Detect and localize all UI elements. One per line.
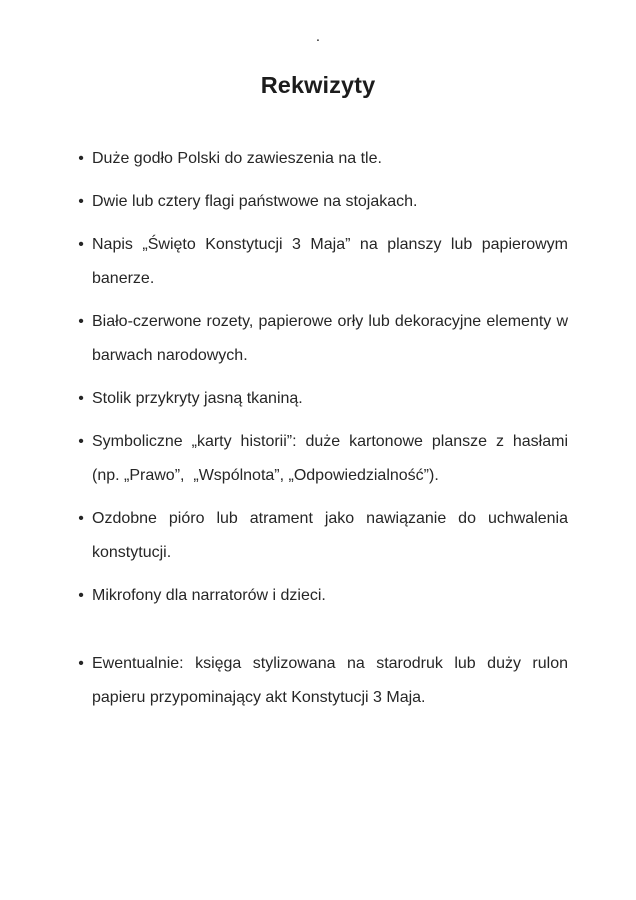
list-item-label: Ewentualnie: księga stylizowana na starodruk lub duży rulon papieru przypominający akt Konstytucji 3 Maja. xyxy=(92,655,573,706)
list-item-label: Biało-czerwone rozety, papierowe orły lub dekoracyjne elementy w barwach narodowych. xyxy=(92,313,573,364)
list-item xyxy=(68,382,568,416)
list-item xyxy=(68,305,573,373)
list-item-label: Symboliczne „karty historii”: duże kartonowe plansze z hasłami (np. „Prawo”, „Wspólnota”, „Odpowiedzialność”). xyxy=(92,433,573,484)
bullet-icon: • xyxy=(78,313,84,330)
list-item xyxy=(68,425,573,493)
bullet-icon: • xyxy=(78,655,84,672)
list-item xyxy=(68,579,568,613)
list-item xyxy=(68,228,573,296)
list-item-label: Stolik przykryty jasną tkaniną. xyxy=(92,390,303,407)
list-item xyxy=(68,502,573,570)
requisites-list xyxy=(68,142,573,715)
stray-period-mark: . xyxy=(315,28,321,45)
bullet-icon: • xyxy=(78,150,84,167)
list-item-label: Dwie lub cztery flagi państwowe na stojakach. xyxy=(92,193,418,210)
list-item-label: Duże godło Polski do zawieszenia na tle. xyxy=(92,150,382,167)
list-item xyxy=(68,142,568,176)
list-item-label: Ozdobne pióro lub atrament jako nawiązanie do uchwalenia konstytucji. xyxy=(92,510,573,561)
bullet-icon: • xyxy=(78,510,84,527)
bullet-icon: • xyxy=(78,433,84,450)
list-item xyxy=(68,185,568,219)
page-title: Rekwizyty xyxy=(260,72,376,98)
bullet-icon: • xyxy=(78,193,84,210)
bullet-icon: • xyxy=(78,236,84,253)
list-item-label: Napis „Święto Konstytucji 3 Maja” na planszy lub papierowym banerze. xyxy=(92,236,573,287)
content-area xyxy=(68,142,573,715)
list-item-label: Mikrofony dla narratorów i dzieci. xyxy=(92,587,326,604)
bullet-icon: • xyxy=(78,390,84,407)
bullet-icon: • xyxy=(78,587,84,604)
list-item xyxy=(68,647,573,715)
